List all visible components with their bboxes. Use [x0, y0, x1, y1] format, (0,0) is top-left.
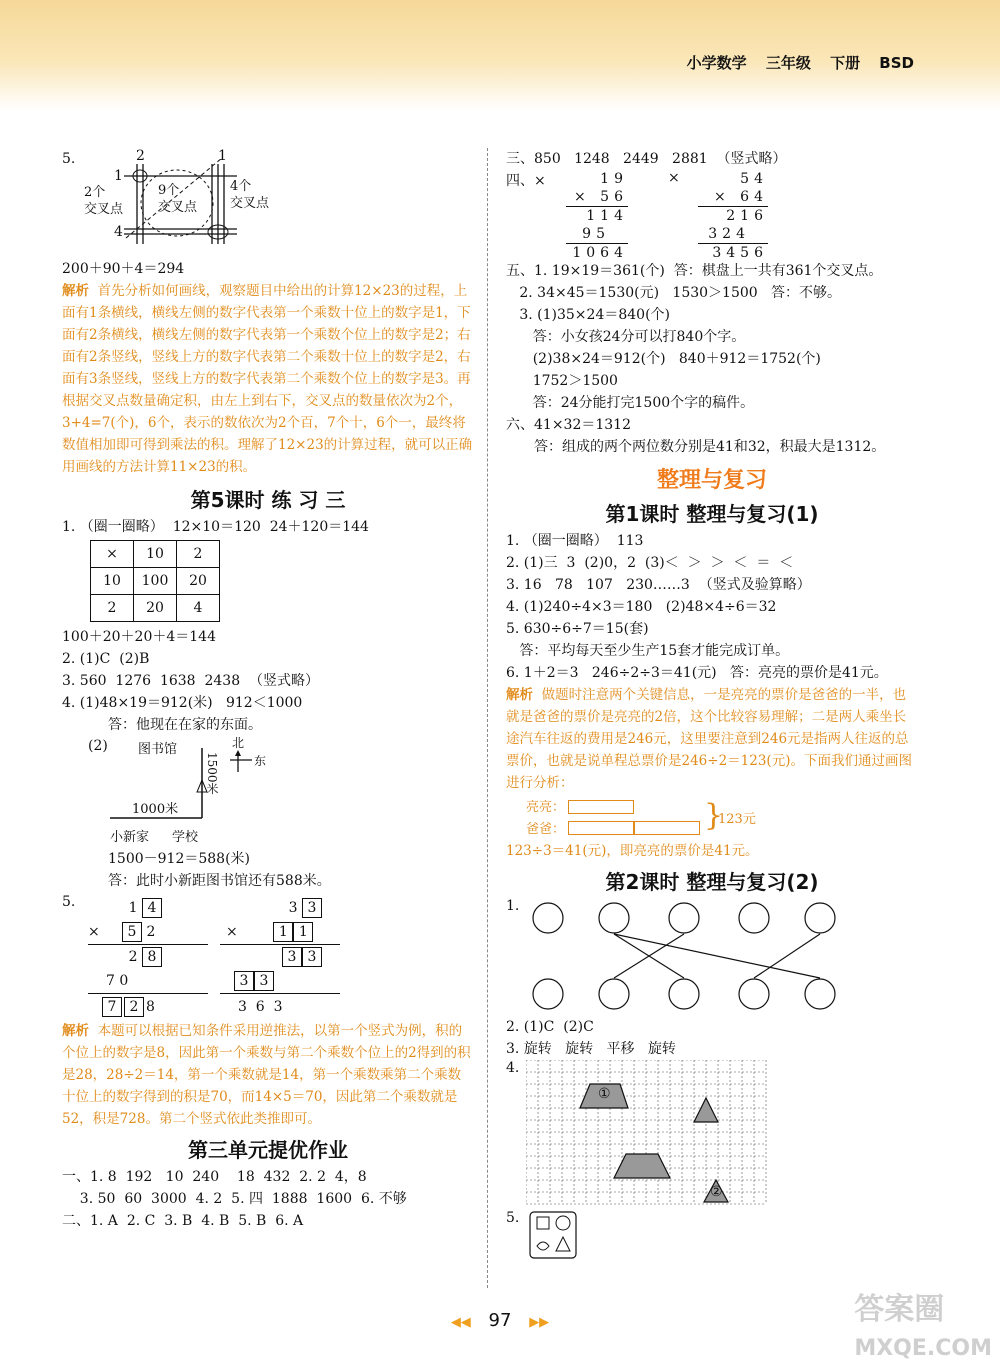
question-number: 5.: [506, 1210, 520, 1226]
answer-line: 3. 50 60 3000 4. 2 5. 四 1888 1600 6. 不够: [62, 1191, 407, 1207]
grid-multiplication-figure: [62, 148, 474, 258]
digit-box: 1: [273, 922, 293, 942]
digit: 1: [128, 900, 138, 916]
lesson-title: 第1课时 整理与复习(1): [605, 502, 819, 526]
fig-label: 4个 交叉点: [230, 179, 270, 211]
answer-line: 1752＞1500: [506, 373, 618, 389]
vertical-multiplications: 四、× 19 × 56 114 95 1064 × 54 × 64 216 324 3456: [506, 170, 768, 261]
fig-label: (2): [88, 738, 108, 754]
answer-line: 答：他现在在家的东面。: [108, 717, 262, 733]
bar-diagram: 亮亮： 爸爸： } 123元: [526, 798, 756, 837]
analysis-text: 本题可以根据已知条件采用逆推法，以第一个竖式为例，积的个位上的数字是8，因此第一个乘数与第二个乘数个位上的2得到的积是28，28÷2＝14，第一个乘数就是14，第一个乘数乘第二个乘数十位上的数字得到的积是70，而14×5＝70，因此第二个乘数就是52，积是728。第二个竖式依此类推即可。: [62, 1023, 471, 1127]
calc-line: 216: [698, 206, 768, 225]
digit-box: 5: [122, 922, 142, 942]
fig-label: 1500米: [205, 752, 219, 795]
answer-line: 一、1. 8 192 10 240 18 432 2. 2 4，8: [62, 1169, 367, 1185]
table-cell: 10: [134, 541, 177, 568]
digit-box: 4: [142, 898, 162, 918]
shapes-figure: [506, 1210, 918, 1262]
bar-total: 123元: [718, 812, 756, 827]
digit-box: 8: [142, 947, 162, 967]
digit: 7 0: [106, 973, 129, 989]
fig-label: 1000米: [132, 802, 179, 817]
table-row: [91, 568, 220, 595]
answer-line: 二、1. A 2. C 3. B 4. B 5. B 6. A: [62, 1213, 304, 1229]
question-number: 5.: [62, 894, 76, 910]
bar-label: 亮亮：: [526, 800, 566, 815]
answer-line: 2. (1)三 3 (2)0，2 (3)＜ ＞ ＞ ＜ ＝ ＜: [506, 555, 794, 571]
answer-line: (2)38×24＝912(个) 840＋912＝1752(个): [506, 351, 821, 367]
vertical-calc-b: [698, 170, 768, 262]
shape-label: ①: [598, 1086, 611, 1102]
result-row: 3 6 3: [220, 993, 340, 1020]
fig-label: 2个 交叉点: [84, 185, 124, 217]
answer-line: 3. 560 1276 1638 2438 （竖式略）: [62, 673, 320, 689]
analysis-block: [506, 684, 918, 794]
table-cell: 100: [134, 568, 177, 595]
analysis-text: 做题时注意两个关键信息，一是亮亮的票价是爸爸的一半，也就是爸爸的票价是亮亮的2倍，这个比较容易理解；二是两人乘坐长途汽车往返的费用是246元，这里要注意到246元是指两人往返的总票价，也就是说单程总票价是246÷2＝123(元)。下面我们通过画图进行分析：: [506, 687, 912, 791]
lesson-title: 第5课时 练 习 三: [190, 488, 346, 512]
calc-line: 324: [708, 226, 750, 242]
vertical-calc-1: 1 4 × 5 2 2 8 7 0 7 2 8: [88, 896, 208, 1020]
question-number: 四、×: [506, 173, 546, 189]
fig-label: 1: [114, 168, 123, 184]
answer-line: 1. （圈一圈略） 113: [506, 533, 644, 549]
calc-line: 19: [600, 171, 628, 187]
question-number: 5.: [62, 151, 76, 167]
fig-label: 东: [254, 754, 267, 768]
analysis-tag: 解析: [62, 283, 89, 299]
bar-liang: [568, 800, 634, 814]
vertical-calc-a: [566, 170, 628, 262]
analysis-block: [62, 280, 474, 478]
table-cell: ×: [91, 541, 134, 568]
answer-line: 2. 34×45＝1530(元) 1530＞1500 答：不够。: [506, 285, 842, 301]
answer-line: 6. 1＋2＝3 246÷2÷3＝41(元) 答：亮亮的票价是41元。: [506, 665, 888, 681]
shape-box: [528, 1210, 580, 1262]
answer-line: 答：此时小新距图书馆还有588米。: [108, 873, 331, 889]
multiplication-table: [90, 540, 220, 622]
result-row: [88, 993, 208, 1020]
fig-label: 学校: [172, 830, 199, 845]
digit: 3: [288, 900, 298, 916]
answer-line: 4. (1)240÷4×3＝180 (2)48×4÷6＝32: [506, 599, 777, 615]
calc-line: 3456: [698, 243, 768, 262]
table-cell: 4: [177, 595, 220, 622]
page-footer: [0, 1310, 1000, 1331]
vertical-calc-2: 3 3 × 1 1 3 3 3 3 3 6 3: [220, 896, 340, 1020]
digit-box: 2: [124, 997, 144, 1017]
question-number: 4.: [506, 1060, 520, 1076]
page-number: 97: [488, 1310, 512, 1331]
answer-line: 六、41×32＝1312: [506, 417, 631, 433]
question-number: 1.: [506, 898, 520, 914]
calc-line: × 64: [714, 189, 768, 205]
analysis-tag: 解析: [62, 1023, 89, 1039]
grid-figure: [506, 1060, 918, 1210]
vertical-multiplications: [62, 892, 474, 1020]
digit-box: 3: [234, 971, 254, 991]
answer-line: 答：24分能打完1500个字的稿件。: [506, 395, 755, 411]
calc-line: × 56: [574, 189, 628, 205]
digit-box: 3: [254, 971, 274, 991]
answer-line: 答：平均每天至少生产15套才能完成订单。: [506, 643, 790, 659]
shape-label: ②: [710, 1184, 723, 1200]
column-divider: [487, 148, 488, 1288]
table-row: [91, 541, 220, 568]
matching-figure: [506, 898, 918, 1016]
analysis-text: 123÷3＝41(元)，即亮亮的票价是41元。: [506, 843, 759, 859]
calc-line: 95: [582, 226, 610, 242]
answer-line: 3. 16 78 107 230……3 （竖式及验算略）: [506, 577, 811, 593]
fig-label: 1: [218, 148, 227, 164]
fig-label: 图书馆: [138, 742, 178, 757]
table-cell: 2: [91, 595, 134, 622]
bar-ba-1: [568, 821, 634, 835]
route-diagram: [62, 736, 474, 848]
digit-box: 7: [102, 997, 122, 1017]
answer-line: 100＋20＋20＋4＝144: [62, 629, 216, 645]
answer-line: 答：小女孩24分可以打840个字。: [506, 329, 746, 345]
shape-grid: [526, 1060, 776, 1210]
calc-line: 54: [740, 171, 768, 187]
digit-box: 3: [302, 947, 322, 967]
bar-label: 爸爸：: [526, 822, 566, 837]
table-cell: 10: [91, 568, 134, 595]
header-title: 小学数学 三年级 下册 BSD: [686, 54, 914, 72]
table-cell: 20: [177, 568, 220, 595]
calc-line: 114: [566, 206, 628, 225]
digit: 2: [146, 924, 156, 940]
analysis-tag: 解析: [506, 687, 533, 703]
fig-label: 9个 交叉点: [158, 183, 198, 215]
answer-line: 5. 630÷6÷7＝15(套): [506, 621, 649, 637]
analysis-text: 首先分析如何画线，观察题目中给出的计算12×23的过程，上面有1条横线，横线左侧的数字代表第一个乘数十位上的数字是1，下面有2条横线，横线左侧的数字代表第一个乘数个位上的数字是2；右面有2条竖线，竖线上方的数字代表第二个乘数十位上的数字是2，右面有3条竖线，竖线上方的数字代表第二个乘数个位上的数字是3。再根据交叉点数量确定积，由左上到右下，交叉点的数量依次为2个，3+4=7(个)，6个，表示的数依次为2个百，7个十，6个一，最终将数值相加即可得到乘法的积。理解了12×23的计算过程，就可以正确用画线的方法计算11×23的积。: [62, 283, 473, 475]
answer-line: 3. (1)35×24＝840(个): [506, 307, 670, 323]
answer-line: 2. (1)C (2)C: [506, 1019, 594, 1035]
fig-label: 4: [114, 224, 123, 240]
answer-line: 五、1. 19×19＝361(个) 答：棋盘上一共有361个交叉点。: [506, 263, 883, 279]
next-arrows-icon: ▶▶: [529, 1315, 550, 1330]
left-column: [62, 148, 474, 1232]
table-cell: 2: [177, 541, 220, 568]
animal-matching: [526, 898, 866, 1016]
fig-label: 北: [232, 736, 245, 750]
watermark-logo: 答案圈 MXQE.COM: [854, 1292, 992, 1361]
review-title: 整理与复习: [656, 468, 767, 493]
table-row: [91, 595, 220, 622]
digit: 8: [146, 999, 155, 1015]
unit-title: 第三单元提优作业: [188, 1138, 348, 1162]
right-column: [506, 148, 918, 1262]
fig-label: 2: [136, 148, 145, 164]
digit-box: 3: [282, 947, 302, 967]
equation: 200＋90＋4＝294: [62, 261, 185, 277]
answer-line: 1500－912＝588(米): [108, 851, 250, 867]
lesson-title: 第2课时 整理与复习(2): [605, 870, 819, 894]
digit-box: 1: [293, 922, 313, 942]
bar-ba-2: [634, 821, 700, 835]
calc-line: 1064: [566, 243, 628, 262]
analysis-block: [62, 1020, 474, 1130]
answer-line: 4. (1)48×19＝912(米) 912＜1000: [62, 695, 303, 711]
digit-box: 3: [302, 898, 322, 918]
table-cell: 20: [134, 595, 177, 622]
answer-line: 1. （圈一圈略） 12×10＝120 24＋120＝144: [62, 519, 369, 535]
answer-line: 3. 旋转 旋转 平移 旋转: [506, 1041, 676, 1057]
answer-line: 2. (1)C (2)B: [62, 651, 150, 667]
digit: 2: [128, 949, 138, 965]
answer-line: 三、850 1248 2449 2881 （竖式略）: [506, 151, 787, 167]
prev-arrows-icon: ◀◀: [450, 1315, 471, 1330]
answer-line: 答：组成的两个两位数分别是41和32，积最大是1312。: [534, 439, 886, 455]
fig-label: 小新家: [110, 830, 150, 845]
